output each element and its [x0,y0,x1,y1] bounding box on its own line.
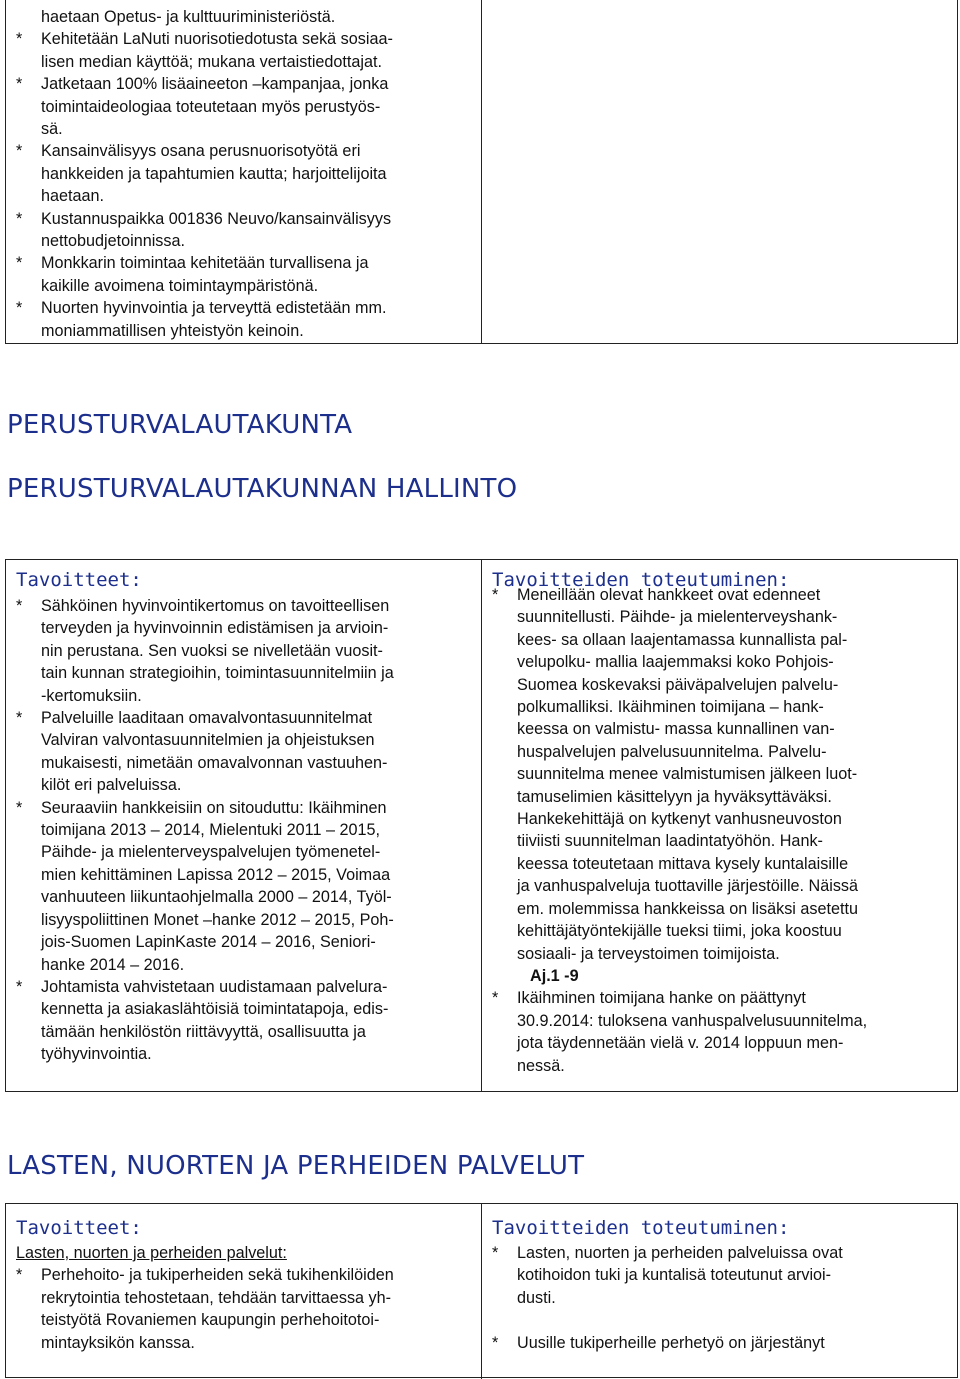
line-text: kilöt eri palveluissa. [41,776,182,795]
asterisk-bullet-icon: * [16,209,23,228]
text-line [482,1010,958,1032]
bullet-item-line [6,140,481,162]
bullet-item-line [482,1332,958,1354]
line-text: nin perustana. Sen vuoksi se nivelletään vuosit- [41,641,383,660]
line-text: Jatketaan 100% lisäaineeton –kampanjaa, jonka [41,75,389,94]
text-line [482,875,958,897]
line-text: huspalvelujen palvelusuunnitelma. Palvelu- [517,742,827,761]
asterisk-bullet-icon: * [492,586,499,604]
hallinto-left-cell [6,568,481,1066]
line-text: lisyyspoliittinen Monet –hanke 2012 – 2015, Poh- [41,910,394,929]
line-text: keessa toteutetaan mittava kysely kuntalaisille [517,854,849,873]
line-text: velupolku- mallia laajemmaksi koko Pohjois- [517,653,834,672]
text-line [6,685,481,707]
line-text: kennetta ja asiakaslähtöisiä toimintatapoja, edis- [41,1000,389,1019]
lasten-tavoitteet-list [6,1264,481,1354]
text-line [6,640,481,662]
text-line [6,954,481,976]
text-line [482,1055,958,1077]
text-line [482,1032,958,1054]
text-line [482,786,958,808]
line-text: Nuorten hyvinvointia ja terveyttä edistetään mm. [41,299,387,318]
asterisk-bullet-icon: * [16,597,23,615]
line-text: Johtamista vahvistetaan uudistamaan palvelura- [41,977,388,996]
bullet-item-line [482,987,958,1009]
text-line [482,674,958,696]
text-line [6,729,481,751]
bullet-item-line [6,28,481,50]
text-line [482,718,958,740]
line-text: Meneillään olevat hankkeet ovat edenneet [517,586,821,604]
asterisk-bullet-icon: * [16,299,23,318]
asterisk-bullet-icon: * [16,798,23,817]
text-line [482,898,958,920]
toteutuminen-list-2 [482,987,958,1077]
text-line [6,96,481,118]
line-text: polkumalliksi. Ikäihminen toimijana – hank- [517,698,824,717]
text-line [6,886,481,908]
line-text: haetaan. [41,187,105,206]
text-line [6,617,481,639]
line-text: sä. [41,120,63,139]
line-text: keessa on valmistu- massa kunnallinen van- [517,720,835,739]
line-text: kotihoidon tuki ja kuntalisä toteutunut arvioi- [517,1266,832,1285]
line-text: mukaisesti, nimetään omavalvonnan vastuuhen- [41,753,388,772]
line-text: Sähköinen hyvinvointikertomus on tavoitteellisen [41,597,390,615]
line-text: ja vanhuspalveluja tuottaville järjestöille. Näissä [517,877,859,896]
lasten-toteutuminen-list [482,1242,958,1354]
line-text: moniammatillisen yhteistyön keinoin. [41,321,304,340]
line-text: jota täydennetään vielä v. 2014 loppuun men- [517,1034,844,1053]
top-table-left-cell [6,6,481,342]
line-text: hanke 2014 – 2016. [41,955,185,974]
line-text: Kustannuspaikka 001836 Neuvo/kansainvälisyys [41,209,392,228]
asterisk-bullet-icon: * [492,989,499,1008]
text-line [6,51,481,73]
bullet-item-line [6,208,481,230]
line-text: Päihde- ja mielenterveyspalvelujen työmenetel- [41,843,381,862]
line-text: kehittäjätyöntekijälle tueksi tiimi, joka koostuu [517,922,842,941]
text-line [6,275,481,297]
text-line [482,1309,958,1331]
text-line [482,763,958,785]
text-line [6,1309,481,1331]
line-text: Lasten, nuorten ja perheiden palveluissa ovat [517,1244,843,1262]
line-text: tiiviisti suunnitelman laadintatyöhön. Hank- [517,832,823,851]
line-text: teistyötä Rovaniemen kaupungin perhehoitotoi- [41,1311,380,1330]
bullet-item-line [6,297,481,319]
text-line [482,943,958,965]
asterisk-bullet-icon: * [16,709,23,728]
line-text: Perhehoito- ja tukiperheiden sekä tukihenkilöiden [41,1266,394,1285]
text-line [6,841,481,863]
text-line [482,629,958,651]
line-text: sosiaali- ja terveystoimen toimijoista. [517,944,780,963]
line-text: mintayksikön kanssa. [41,1333,195,1352]
line-text: nessä. [517,1056,565,1075]
line-text: Kansainvälisyys osana perusnuorisotyötä eri [41,142,361,161]
line-text: -kertomuksiin. [41,686,142,705]
section-title-lasten-palvelut: LASTEN, NUORTEN JA PERHEIDEN PALVELUT [7,1151,585,1181]
line-text: mien kehittäminen Lapissa 2012 – 2015, Voimaa [41,865,391,884]
line-text: Palveluille laaditaan omavalvontasuunnitelmat [41,709,373,728]
lasten-tavoitteet-header: Tavoitteet: [16,1217,142,1239]
text-line [6,864,481,886]
line-text: Kehitetään LaNuti nuorisotiedotusta sekä sosiaa- [41,30,393,49]
text-line [482,808,958,830]
bullet-item-line [6,595,481,617]
lasten-sublabel: Lasten, nuorten ja perheiden palvelut: [16,1244,287,1262]
text-line [6,118,481,140]
line-text: toimijana 2013 – 2014, Mielentuki 2011 – 2015, [41,821,380,840]
line-text: suunnitelma menee valmistumisen jälkeen luot- [517,765,858,784]
lasten-right-cell [482,1216,958,1354]
line-text: tämään henkilöstön riittävyyttä, osallisuutta ja [41,1022,366,1041]
line-text: Suomea koskevaksi päiväpalvelujen palvelu- [517,675,839,694]
line-text: Uusille tukiperheille perhetyö on järjestänyt [517,1333,825,1352]
line-text: kaikille avoimena toimintaympäristönä. [41,276,319,295]
line-text: nettobudjetoinnissa. [41,232,185,251]
bullet-item-line [482,584,958,606]
line-text: terveyden ja hyvinvoinnin edistämisen ja arvioin- [41,619,389,638]
section-subtitle-hallinto: PERUSTURVALAUTAKUNNAN HALLINTO [7,474,518,504]
text-line [6,819,481,841]
text-line [482,1287,958,1309]
toteutuminen-header: Tavoitteiden toteutuminen: [492,569,790,591]
line-text: jois-Suomen LapinKaste 2014 – 2016, Seniori- [41,933,376,952]
bullet-item-line [6,1264,481,1286]
asterisk-bullet-icon: * [16,30,23,49]
line-text: rekrytointia tehostetaan, tehdään tarvittaessa yh- [41,1288,392,1307]
text-line [482,830,958,852]
line-text: haetaan Opetus- ja kulttuuriministeriöstä. [41,8,336,26]
line-text: työhyvinvointia. [41,1045,152,1064]
line-text: Valviran valvontasuunnitelmien ja ohjeistuksen [41,731,375,750]
bullet-item-line [6,252,481,274]
line-text: tain kunnan strategioihin, toimintasuunnitelmiin ja [41,664,394,683]
hallinto-right-cell [482,568,958,1077]
text-line [6,1043,481,1065]
tavoitteet-header: Tavoitteet: [16,569,142,591]
line-text: toimintaideologiaa toteutetaan myös perustyös- [41,97,381,116]
text-line [6,931,481,953]
text-line [6,998,481,1020]
line-text: hankkeiden ja tapahtumien kautta; harjoittelijoita [41,164,387,183]
text-line [482,741,958,763]
line-text: suunnitellusti. Päihde- ja mielenterveyshank- [517,608,838,627]
line-text: vanhuuteen liikuntaohjelmalla 2000 – 2014, Työl- [41,888,392,907]
line-text: kees- sa ollaan laajentamassa kunnallista pal- [517,630,848,649]
lasten-toteutuminen-header: Tavoitteiden toteutuminen: [492,1217,790,1239]
line-text: tamuselimien käsittelyyn ja hyväksyttäväksi. [517,787,832,806]
text-line [6,662,481,684]
lasten-table [5,1203,958,1378]
bullet-item-line [482,1242,958,1264]
toteutuminen-list [482,584,958,965]
text-line [6,774,481,796]
line-text: em. molemmissa hankkeissa on lisäksi asetettu [517,899,858,918]
code-label: Aj.1 -9 [530,966,579,985]
top-table-divider [481,0,482,343]
text-line [6,1021,481,1043]
asterisk-bullet-icon: * [16,142,23,161]
text-line [6,6,481,28]
hallinto-table [5,559,958,1092]
line-text: lisen median käyttöä; mukana vertaistiedottajat. [41,52,383,71]
asterisk-bullet-icon: * [16,254,23,273]
text-line [6,163,481,185]
bullet-item-line [6,976,481,998]
asterisk-bullet-icon: * [492,1244,499,1262]
text-line [482,606,958,628]
asterisk-bullet-icon: * [16,1266,23,1285]
section-title-perusturvalautakunta: PERUSTURVALAUTAKUNTA [7,410,353,440]
line-text: Monkkarin toimintaa kehitetään turvallisena ja [41,254,369,273]
asterisk-bullet-icon: * [16,75,23,94]
text-line [6,320,481,342]
bullet-item-line [6,707,481,729]
text-line [482,696,958,718]
bullet-item-line [6,797,481,819]
line-text: dusti. [517,1288,556,1307]
lasten-left-cell [6,1216,481,1354]
top-table [5,0,958,344]
line-text [517,1311,522,1329]
text-line [482,853,958,875]
text-line [6,185,481,207]
line-text: Seuraaviin hankkeisiin on sitouduttu: Ikäihminen [41,798,387,817]
text-line [6,909,481,931]
text-line [6,230,481,252]
text-line [6,1332,481,1354]
text-line [6,752,481,774]
text-line [482,920,958,942]
asterisk-bullet-icon: * [16,977,23,996]
line-text: Ikäihminen toimijana hanke on päättynyt [517,989,806,1008]
bullet-item-line [6,73,481,95]
text-line [482,1264,958,1286]
line-text: 30.9.2014: tuloksena vanhuspalvelusuunnitelma, [517,1011,868,1030]
tavoitteet-list [6,595,481,1066]
asterisk-bullet-icon: * [492,1333,499,1352]
text-line [482,651,958,673]
text-line [6,1287,481,1309]
line-text: Hankekehittäjä on kytkenyt vanhusneuvoston [517,810,842,829]
